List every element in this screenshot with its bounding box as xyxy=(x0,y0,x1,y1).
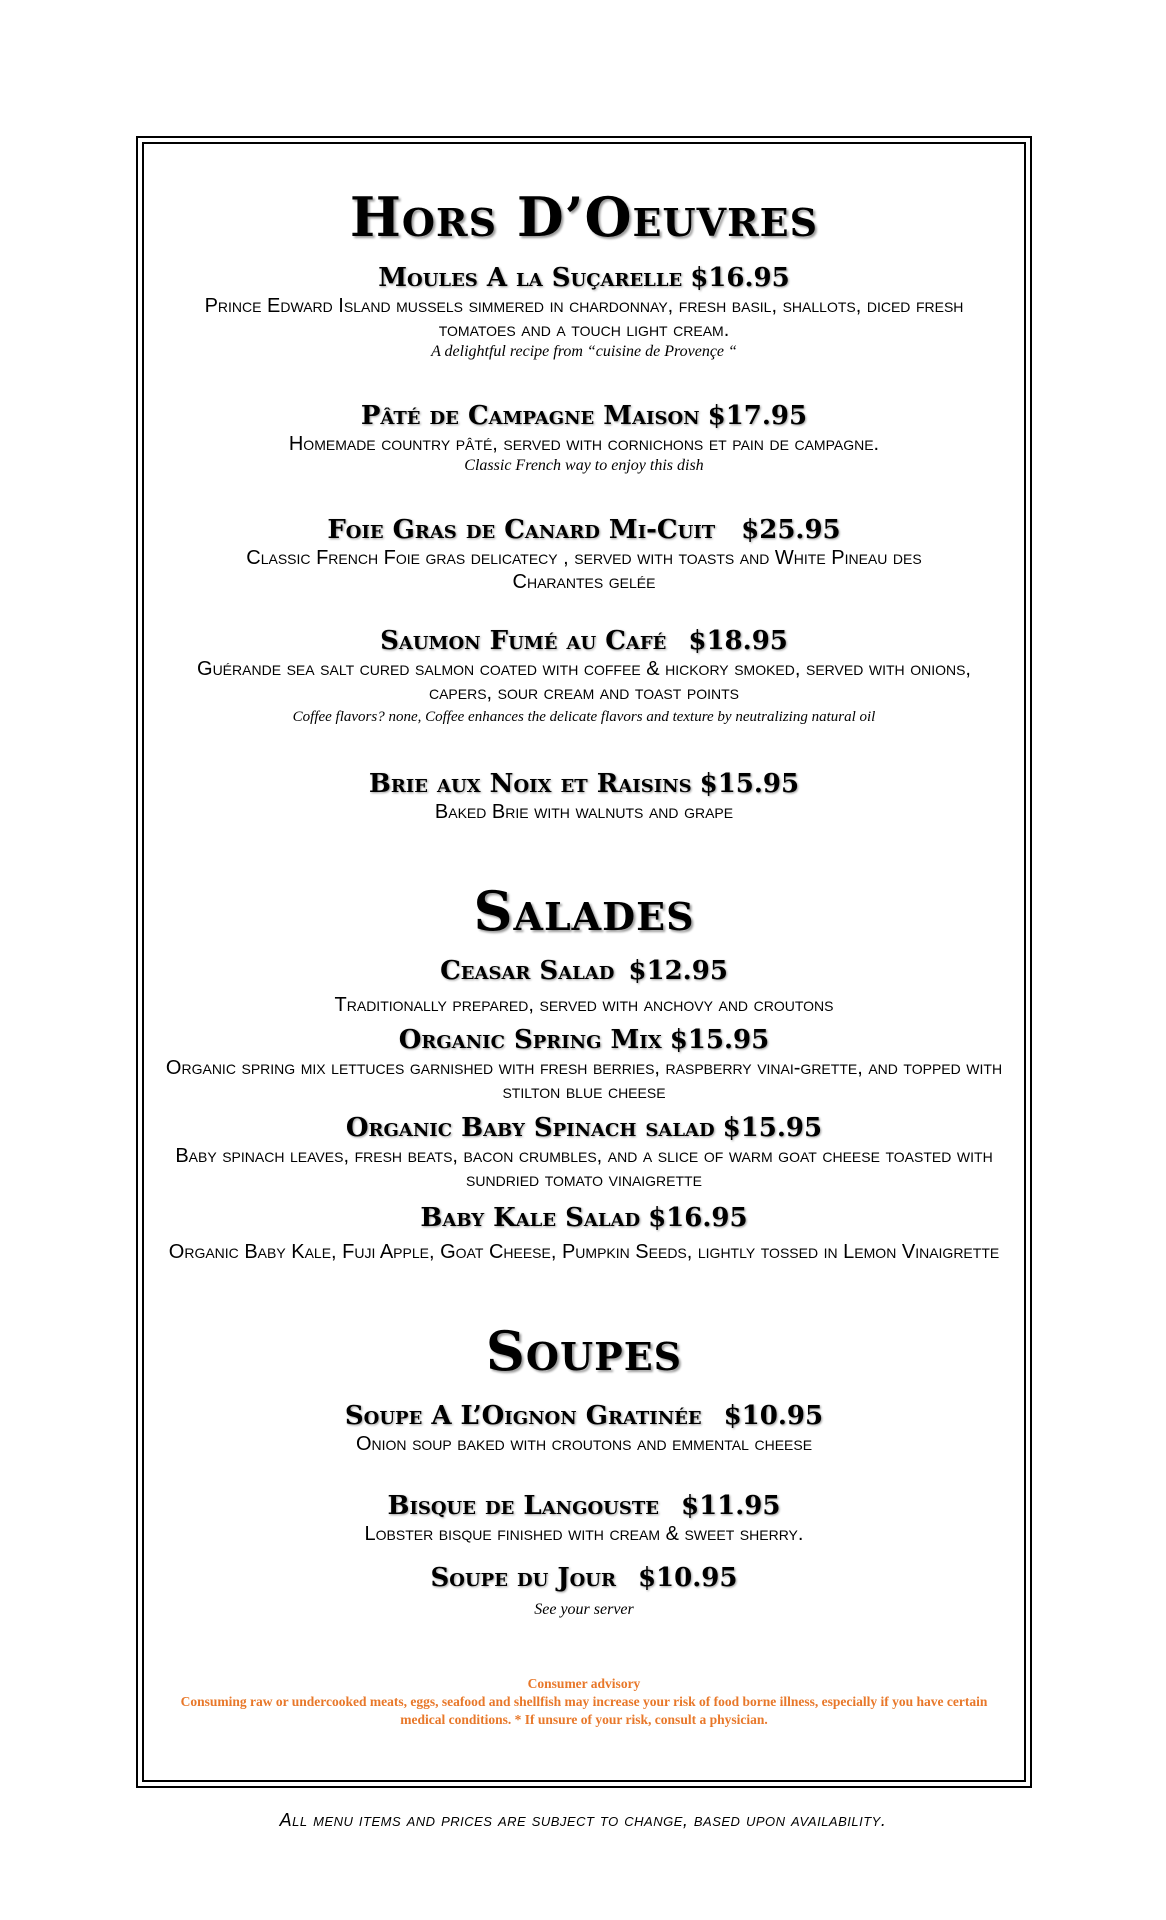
footer-disclaimer: All menu items and prices are subject to change, based upon availability. xyxy=(279,1810,887,1830)
item-note: See your server xyxy=(534,1600,634,1618)
section-hors-doeuvres xyxy=(142,185,1026,249)
consumer-advisory xyxy=(142,1675,1026,1729)
section-title-salades: Salades xyxy=(473,879,695,943)
item-price: $25.95 xyxy=(741,515,841,545)
menu-item-spring-mix xyxy=(142,1026,1026,1104)
item-name: Saumon Fumé au Café xyxy=(380,626,667,656)
menu-item-saumon xyxy=(142,627,1026,727)
item-description: Onion soup baked with croutons and emmental cheese xyxy=(355,1432,813,1455)
item-price: $15.95 xyxy=(669,1025,770,1055)
menu-item-spinach xyxy=(142,1114,1026,1192)
menu-page xyxy=(142,142,1026,1782)
item-price: $15.95 xyxy=(699,769,800,799)
section-salades xyxy=(142,879,1026,943)
menu-item-foie-gras xyxy=(142,516,1026,594)
item-description: Lobster bisque finished with cream & sweet sherry. xyxy=(364,1522,804,1545)
item-description: Baby spinach leaves, fresh beats, bacon crumbles, and a slice of warm goat cheese toasted with sundried tomato vinaigrette xyxy=(175,1144,993,1191)
menu-item-soupe-du-jour xyxy=(142,1564,1026,1620)
item-price: $12.95 xyxy=(628,956,728,986)
item-price: $17.95 xyxy=(707,401,808,431)
item-note: Coffee flavors? none, Coffee enhances the delicate flavors and texture by neutralizing natural oil xyxy=(292,708,876,725)
item-name: Ceasar Salad xyxy=(440,956,615,986)
item-price: $16.95 xyxy=(648,1203,748,1233)
item-name: Organic Baby Spinach salad xyxy=(345,1113,715,1143)
menu-item-kale xyxy=(142,1204,1026,1264)
item-description: Classic French Foie gras delicatecy , served with toasts and White Pineau des Charantes gelée xyxy=(246,546,922,593)
item-name: Organic Spring Mix xyxy=(398,1025,662,1055)
item-note: A delightful recipe from “cuisine de Provençe “ xyxy=(431,342,737,360)
section-soupes xyxy=(142,1319,1026,1383)
item-name: Bisque de Langouste xyxy=(387,1491,659,1521)
item-description: Traditionally prepared, served with anchovy and croutons xyxy=(334,993,834,1016)
menu-item-pate xyxy=(142,402,1026,476)
item-price: $18.95 xyxy=(688,626,788,656)
item-name: Brie aux Noix et Raisins xyxy=(368,769,692,799)
menu-item-ceasar xyxy=(142,957,1026,1017)
item-description: Organic Baby Kale, Fuji Apple, Goat Cheese, Pumpkin Seeds, lightly tossed in Lemon Vinaigrette xyxy=(168,1240,1000,1263)
menu-item-oignon xyxy=(142,1402,1026,1456)
item-description: Baked Brie with walnuts and grape xyxy=(434,800,734,823)
item-description: Organic spring mix lettuces garnished with fresh berries, raspberry vinai-grette, and topped with stilton blue cheese xyxy=(165,1056,1003,1103)
item-name: Baby Kale Salad xyxy=(420,1203,641,1233)
item-name: Foie Gras de Canard Mi-Cuit xyxy=(327,515,716,545)
item-name: Soupe du Jour xyxy=(430,1563,616,1593)
item-price: $11.95 xyxy=(680,1491,781,1521)
item-note: Classic French way to enjoy this dish xyxy=(464,456,704,474)
menu-item-moules xyxy=(142,264,1026,362)
item-name: Soupe A L’Oignon Gratinée xyxy=(344,1401,702,1431)
advisory-title: Consumer advisory xyxy=(527,1676,641,1691)
item-price: $10.95 xyxy=(637,1563,738,1593)
section-title-soupes: Soupes xyxy=(485,1319,683,1383)
item-price: $10.95 xyxy=(723,1401,824,1431)
item-price: $16.95 xyxy=(690,263,790,293)
advisory-text: Consuming raw or undercooked meats, eggs, seafood and shellfish may increase your risk of food borne illness, especially if you have certain medical conditions. * If unsure of your risk, consult a physician. xyxy=(180,1694,988,1727)
item-description: Guérande sea salt cured salmon coated with coffee & hickory smoked, served with onions, capers, sour cream and toast points xyxy=(197,657,971,704)
item-name: Pâté de Campagne Maison xyxy=(360,401,700,431)
item-name: Moules A la Suçarelle xyxy=(378,263,683,293)
item-description: Prince Edward Island mussels simmered in chardonnay, fresh basil, shallots, diced fresh tomatoes and a touch light cream. xyxy=(204,294,964,341)
item-description: Homemade country pâté, served with cornichons et pain de campagne. xyxy=(288,432,880,455)
menu-item-brie xyxy=(142,770,1026,824)
item-price: $15.95 xyxy=(722,1113,823,1143)
menu-item-bisque xyxy=(142,1492,1026,1546)
section-title-hors-doeuvres: Hors D’Oeuvres xyxy=(349,185,819,249)
